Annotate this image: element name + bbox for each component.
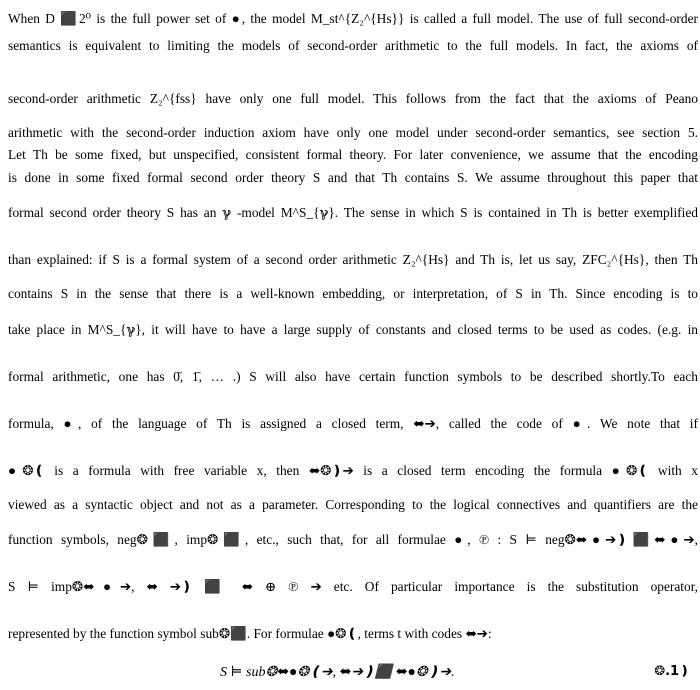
text-line: than explained: if S is a formal system of a second order arithmetic Z₂^{Hs} and Th is, let us say, ZFC₂^{Hs}, then Th — [8, 252, 698, 267]
text-line: semantics is equivalent to limiting the models of second-order arithmetic to the full models. In fact, the axioms of — [8, 37, 698, 53]
text-line: represented by the function symbol sub❂⬛. For formulae ●❂❪, terms t with codes ⬌➔: — [8, 626, 492, 641]
equation-formula: S ⊨ sub❂⬌●❂❪➔, ⬌➔❫⬛ ⬌●❂❫➔. — [220, 665, 455, 680]
text-line: Let Th be some fixed, but unspecified, consistent formal theory. For later convenience, we assume that the encoding — [8, 147, 698, 162]
body-paragraph — [8, 8, 698, 657]
text-line: is done in some fixed formal second order theory S and that Th contains S. We assume throughout this paper that — [8, 169, 698, 185]
text-line: viewed as a syntactic object and not as a parameter. Corresponding to the logical connectives and quantifiers are the — [8, 496, 698, 512]
text-line: S ⊨ imp❂⬌●➔, ⬌ ➔❫ ⬛ ⬌ ⊕ ℗ ➔ etc. Of particular importance is the substitution operator, — [8, 579, 698, 594]
text-line: formal arithmetic, one has 0̄, 1̄, … .) S will also have certain function symbols to be described shortly.To each — [8, 368, 698, 384]
text-line: ●❂❪ is a formula with free variable x, then ⬌❂❫➔ is a closed term encoding the formula ●❂❪ with x — [8, 462, 698, 478]
display-equation — [8, 664, 692, 688]
text-line: second-order arithmetic Z₂^{fss} have only one full model. This follows from the fact that the axioms of Peano — [8, 90, 698, 106]
text-line: arithmetic with the second-order induction axiom have only one model under second-order semantics, see section 5. — [8, 124, 698, 140]
text-line: function symbols, neg❂⬛, imp❂⬛, etc., such that, for all formulae ●, ℗ : S ⊨ neg❂⬌●➔❫⬛⬌●➔, — [8, 532, 698, 547]
text-line: When D ⬛2⁰ is the full power set of ●, the model M_st^{Z₂^{Hs}} is called a full model. The use of full second-order — [8, 11, 698, 26]
text-line: take place in M^S_{ℽ}, it will have to have a large supply of constants and closed terms to be used as codes. (e.g. in — [8, 321, 698, 337]
text-line: contains S in the sense that there is a well-known embedding, or interpretation, of S in Th. Since encoding is to — [8, 286, 698, 301]
text-line: formal second order theory S has an ℽ -model M^S_{ℽ}. The sense in which S is contained in Th is better exemplified — [8, 205, 698, 220]
equation-number: ❂.1❫ — [654, 664, 690, 679]
text-line: formula, ●, of the language of Th is assigned a closed term, ⬌➔, called the code of ●. We note that if — [8, 415, 698, 431]
